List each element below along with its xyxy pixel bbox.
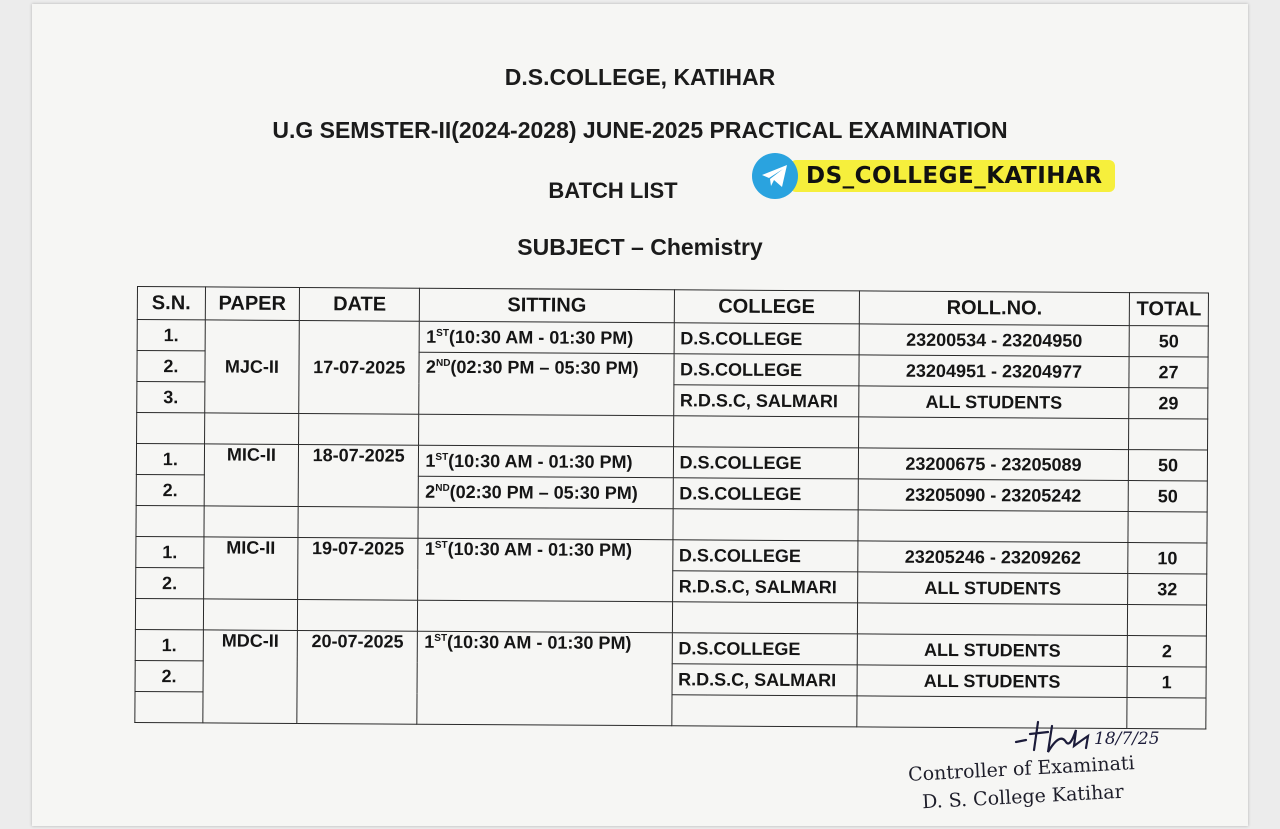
college-cell: D.S.COLLEGE	[673, 447, 858, 479]
batch-table	[134, 286, 1209, 730]
header-roll-no: ROLL.NO.	[859, 291, 1130, 326]
date-cell: 18-07-2025	[298, 444, 419, 507]
header-sn: S.N.	[137, 287, 205, 320]
roll-cell: ALL STUDENTS	[857, 572, 1128, 605]
telegram-handle: DS_COLLEGE_KATIHAR	[790, 160, 1115, 192]
signature-title: Controller of Examinati	[907, 752, 1136, 786]
date-cell: 19-07-2025	[298, 537, 419, 600]
table-row	[136, 536, 1207, 574]
paper-cell: MJC-II	[205, 320, 300, 414]
table-row	[137, 320, 1208, 358]
sitting-cell: 1ST(10:30 AM - 01:30 PM)	[418, 538, 672, 602]
sitting-cell: 1ST(10:30 AM - 01:30 PM)	[417, 631, 672, 726]
roll-cell: 23205246 - 23209262	[858, 541, 1129, 574]
roll-cell: 23204951 - 23204977	[859, 355, 1130, 388]
college-name: D.S.COLLEGE, KATIHAR	[504, 64, 776, 90]
sn-cell: 2.	[136, 474, 204, 505]
sitting-cell: 1ST(10:30 AM - 01:30 PM)	[420, 321, 674, 354]
roll-cell: 23200675 - 23205089	[858, 448, 1129, 481]
roll-cell: ALL STUDENTS	[859, 386, 1130, 419]
date-cell: 20-07-2025	[297, 630, 418, 724]
svg-text:18/7/25: 18/7/25	[1094, 729, 1160, 749]
batch-list-title: BATCH LIST	[548, 178, 678, 203]
header-total: TOTAL	[1129, 293, 1208, 326]
college-cell: D.S.COLLEGE	[673, 354, 858, 386]
total-cell: 1	[1127, 667, 1206, 698]
college-cell: R.D.S.C, SALMARI	[672, 664, 857, 696]
sitting-cell: 1ST(10:30 AM - 01:30 PM)	[419, 445, 673, 478]
total-cell: 50	[1129, 326, 1208, 357]
paper-cell: MIC-II	[204, 444, 299, 507]
subject-line: SUBJECT – Chemistry	[517, 234, 763, 260]
signature-institution: D. S. College Katihar	[921, 780, 1125, 814]
sn-cell: 2.	[137, 351, 205, 382]
total-cell: 50	[1129, 450, 1208, 481]
sn-cell: 1.	[136, 536, 204, 567]
sitting-cell: 2ND(02:30 PM – 05:30 PM)	[419, 352, 673, 416]
college-cell: R.D.S.C, SALMARI	[672, 571, 857, 603]
table-row	[135, 629, 1206, 667]
telegram-icon	[752, 153, 798, 199]
sn-cell: 2.	[135, 660, 203, 691]
header-paper: PAPER	[205, 287, 299, 321]
exam-title: U.G SEMSTER-II(2024-2028) JUNE-2025 PRACTICAL EXAMINATION	[272, 117, 1008, 143]
college-cell: R.D.S.C, SALMARI	[673, 385, 858, 417]
college-cell: D.S.COLLEGE	[672, 540, 857, 572]
sn-cell: 3.	[137, 382, 205, 413]
total-cell: 32	[1128, 574, 1207, 605]
total-cell: 29	[1129, 388, 1208, 419]
header-date: DATE	[299, 287, 420, 321]
roll-cell: ALL STUDENTS	[857, 634, 1128, 667]
telegram-watermark	[752, 153, 1115, 199]
header-sitting: SITTING	[420, 288, 674, 323]
total-cell: 50	[1128, 481, 1207, 512]
date-cell: 17-07-2025	[299, 320, 420, 414]
total-cell: 27	[1129, 357, 1208, 388]
paper-cell: MDC-II	[203, 630, 298, 724]
sn-cell: 1.	[136, 444, 204, 475]
total-cell: 2	[1127, 636, 1206, 667]
sn-cell: 1.	[135, 629, 203, 660]
sn-cell: 1.	[137, 320, 205, 351]
college-cell: D.S.COLLEGE	[674, 323, 859, 355]
paper-cell: MIC-II	[203, 537, 298, 600]
college-cell: D.S.COLLEGE	[672, 633, 857, 665]
table-row	[136, 444, 1207, 482]
header-college: COLLEGE	[674, 290, 859, 324]
sn-cell: 2.	[136, 567, 204, 598]
sitting-cell: 2ND(02:30 PM – 05:30 PM)	[419, 476, 673, 509]
roll-cell: 23205090 - 23205242	[858, 479, 1129, 512]
college-cell: D.S.COLLEGE	[673, 478, 858, 510]
roll-cell: 23200534 - 23204950	[859, 324, 1130, 357]
total-cell: 10	[1128, 543, 1207, 574]
roll-cell: ALL STUDENTS	[857, 665, 1128, 698]
